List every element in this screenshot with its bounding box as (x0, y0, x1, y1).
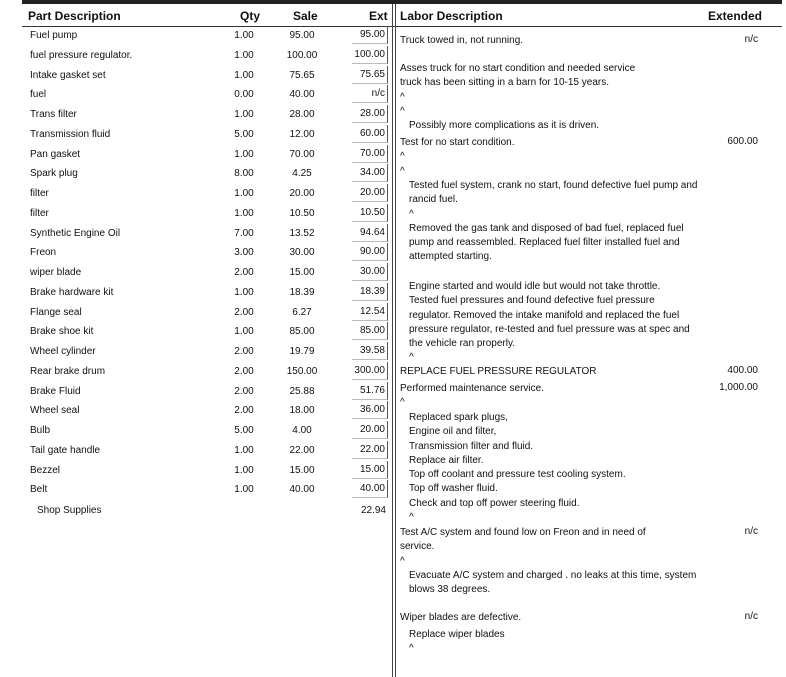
header-sale: Sale (293, 9, 318, 23)
part-sale: 6.27 (292, 306, 312, 318)
part-ext: 51.76 (352, 382, 388, 400)
part-description: Freon (30, 247, 57, 259)
part-description: filter (30, 188, 49, 199)
part-qty: 2.00 (234, 385, 254, 397)
part-qty: 1.00 (234, 188, 254, 199)
column-divider-right (395, 4, 396, 677)
part-sale: 100.00 (286, 49, 318, 61)
part-ext: 15.00 (352, 461, 388, 479)
header-labor-description: Labor Description (400, 9, 503, 23)
part-description: Bulb (30, 425, 51, 436)
labor-line: Test A/C system and found low on Freon and in need of service. ^ (400, 527, 646, 567)
part-sale: 75.65 (289, 69, 315, 81)
part-description: Bezzel (30, 464, 61, 476)
part-qty: 0.00 (234, 89, 254, 101)
part-sale: 95.00 (289, 30, 315, 41)
part-ext: 18.39 (352, 283, 388, 301)
part-description: Rear brake drum (30, 365, 106, 377)
part-sale: 13.52 (289, 227, 315, 239)
part-qty: 2.00 (234, 405, 254, 417)
part-ext: 70.00 (352, 145, 388, 163)
labor-line: Replace wiper blades ^ (409, 629, 505, 655)
part-ext: 22.00 (352, 441, 388, 459)
part-qty: 2.00 (234, 306, 254, 318)
part-ext: 85.00 (352, 322, 388, 340)
part-description: Brake hardware kit (30, 286, 114, 298)
part-qty: 1.00 (234, 444, 254, 456)
header-rule (22, 26, 782, 27)
part-qty: 7.00 (234, 227, 254, 239)
part-ext: 75.65 (352, 66, 388, 84)
header-ext: Ext (369, 9, 388, 23)
labor-line: Tested fuel system, crank no start, found defective fuel pump and rancid fuel. ^ Removed the gas tank and disposed of bad fuel, replaced fuel pump and reassembled. Replaced fuel filter installed fuel and attempted starting. (409, 180, 698, 263)
labor-line: Test for no start condition. ^ ^ (400, 137, 515, 177)
part-sale: 18.00 (289, 405, 315, 417)
header-part-description: Part Description (28, 9, 121, 23)
column-divider-left (392, 4, 393, 677)
part-description: Flange seal (30, 306, 82, 318)
labor-amount: 400.00 (727, 365, 758, 376)
labor-line: Engine started and would idle but would not take throttle. Tested fuel pressures and found defective fuel pressure regulator. Removed the intake manifold and replaced the fuel pressure regulator, re-tested and fuel pressure was at spec and the vehicle ran properly. ^ (409, 281, 690, 364)
part-description: Fuel pump (30, 30, 78, 41)
part-description: fuel (30, 89, 47, 101)
part-sale: 40.00 (289, 89, 315, 101)
part-ext: 95.00 (352, 26, 388, 44)
part-ext: 100.00 (352, 46, 388, 64)
part-qty: 1.00 (234, 464, 254, 476)
labor-amount: n/c (744, 34, 758, 45)
part-description: Wheel cylinder (30, 346, 96, 357)
labor-line: Possibly more complications as it is driven. (409, 120, 600, 131)
part-description: Spark plug (30, 168, 78, 180)
part-sale: 12.00 (289, 128, 315, 140)
labor-amount: n/c (744, 611, 758, 622)
part-sale: 28.00 (289, 109, 315, 120)
labor-line: Evacuate A/C system and charged . no leaks at this time, system blows 38 degrees. (409, 570, 697, 596)
header-qty: Qty (240, 9, 261, 23)
part-sale: 25.88 (289, 385, 315, 397)
part-sale: 70.00 (289, 148, 315, 160)
part-qty: 3.00 (234, 247, 254, 259)
part-ext: 300.00 (352, 362, 388, 380)
shop-supplies-label: Shop Supplies (37, 505, 102, 516)
part-description: Brake shoe kit (30, 326, 94, 338)
labor-line: Asses truck for no start condition and needed service truck has been sitting in a barn for 10-15 years. ^ ^ (400, 63, 636, 117)
part-ext: 34.00 (352, 164, 388, 182)
part-ext: 94.64 (352, 224, 388, 242)
part-ext: 39.58 (352, 342, 388, 360)
part-qty: 5.00 (234, 128, 254, 140)
part-description: Brake Fluid (30, 385, 81, 397)
labor-line: Performed maintenance service. ^ (400, 383, 544, 409)
part-sale: 22.00 (289, 444, 315, 456)
part-sale: 150.00 (286, 365, 318, 377)
part-ext: 36.00 (352, 401, 388, 419)
labor-amount: n/c (744, 526, 758, 537)
part-qty: 5.00 (234, 425, 254, 436)
labor-line: Truck towed in, not running. (400, 35, 524, 46)
part-qty: 1.00 (234, 109, 254, 120)
part-ext: 28.00 (352, 105, 388, 123)
part-description: fuel pressure regulator. (30, 49, 133, 61)
part-ext: 40.00 (352, 480, 388, 498)
part-description: Belt (30, 484, 48, 496)
part-sale: 4.25 (292, 168, 312, 180)
part-qty: 1.00 (234, 207, 254, 219)
part-qty: 1.00 (234, 30, 254, 41)
part-sale: 20.00 (289, 188, 315, 199)
part-description: Tail gate handle (30, 444, 101, 456)
header-extended: Extended (708, 9, 763, 23)
part-description: Transmission fluid (30, 128, 111, 140)
part-qty: 1.00 (234, 484, 254, 496)
part-qty: 1.00 (234, 49, 254, 61)
part-description: wiper blade (30, 267, 82, 278)
part-qty: 1.00 (234, 69, 254, 81)
part-sale: 15.00 (289, 267, 315, 278)
part-ext: 20.00 (352, 421, 388, 439)
part-qty: 1.00 (234, 148, 254, 160)
shop-supplies-ext: 22.94 (360, 505, 386, 516)
part-description: Intake gasket set (30, 69, 106, 81)
labor-amount: 600.00 (727, 136, 758, 147)
part-qty: 1.00 (234, 326, 254, 338)
part-ext: 60.00 (352, 125, 388, 143)
labor-line: REPLACE FUEL PRESSURE REGULATOR (400, 366, 597, 377)
part-qty: 1.00 (234, 286, 254, 298)
part-sale: 4.00 (292, 425, 312, 436)
labor-line: Wiper blades are defective. (400, 612, 522, 623)
part-ext: n/c (352, 85, 388, 103)
part-sale: 15.00 (289, 464, 315, 476)
part-ext: 10.50 (352, 204, 388, 222)
part-sale: 40.00 (289, 484, 315, 496)
part-sale: 10.50 (289, 207, 315, 219)
part-description: Wheel seal (30, 405, 80, 417)
part-description: Trans filter (30, 109, 77, 120)
top-border (22, 0, 782, 4)
labor-amount: 1,000.00 (719, 382, 758, 393)
part-sale: 19.79 (289, 346, 315, 357)
part-description: Pan gasket (30, 148, 81, 160)
part-qty: 2.00 (234, 267, 254, 278)
part-ext: 20.00 (352, 184, 388, 202)
part-description: Synthetic Engine Oil (30, 227, 121, 239)
part-qty: 8.00 (234, 168, 254, 180)
part-ext: 30.00 (352, 263, 388, 281)
part-ext: 12.54 (352, 303, 388, 321)
labor-line: Replaced spark plugs, Engine oil and filter, Transmission filter and fluid. Replace air filter. Top off coolant and pressure test cooling system. Top off washer fluid. Check and top off power steering fluid. ^ (409, 412, 626, 524)
part-sale: 18.39 (289, 286, 315, 298)
part-ext: 90.00 (352, 243, 388, 261)
part-qty: 2.00 (234, 365, 254, 377)
part-sale: 30.00 (289, 247, 315, 259)
part-sale: 85.00 (289, 326, 315, 338)
part-description: filter (30, 207, 49, 219)
part-qty: 2.00 (234, 346, 254, 357)
